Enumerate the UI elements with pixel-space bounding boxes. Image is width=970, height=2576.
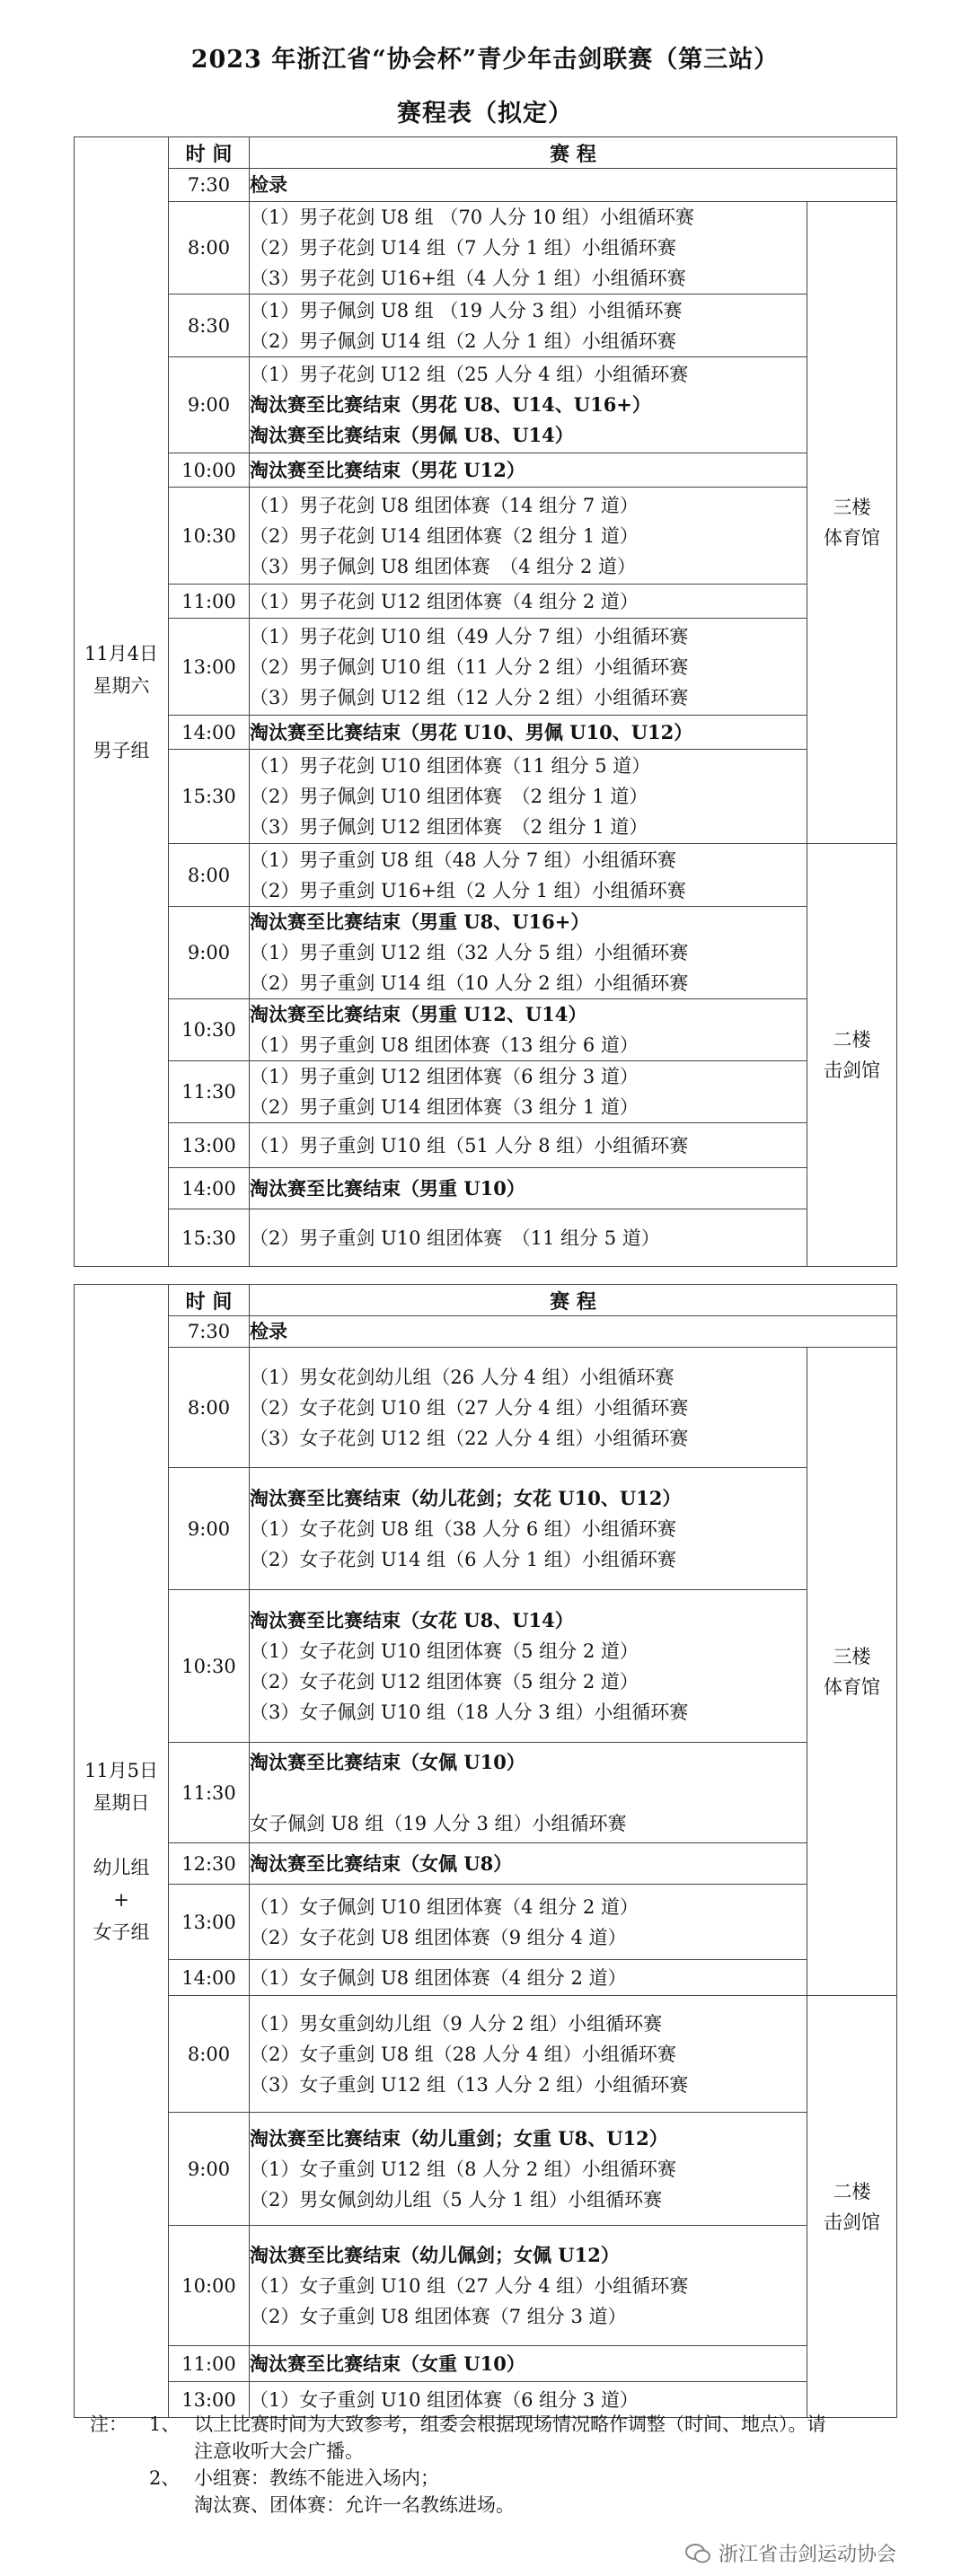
table-row bbox=[75, 202, 897, 295]
time-header: 时 间 bbox=[169, 1285, 250, 1316]
event-line: （3）男子佩剑 U12 组（12 人分 2 组）小组循环赛 bbox=[250, 686, 689, 708]
event-line: （1）女子花剑 U8 组（38 人分 6 组）小组循环赛 bbox=[250, 1517, 676, 1540]
time-cell: 14:00 bbox=[169, 716, 250, 750]
table-row bbox=[75, 1468, 897, 1590]
note-number: 1、 bbox=[149, 2413, 181, 2435]
date-line: 幼儿组 bbox=[93, 1856, 150, 1878]
venue-cell bbox=[807, 1348, 897, 1996]
event-cell bbox=[250, 488, 807, 585]
time-cell: 8:00 bbox=[169, 1348, 250, 1468]
event-line: 淘汰赛至比赛结束（幼儿佩剑；女佩 U12） bbox=[250, 2243, 620, 2266]
note-line: 注意收听大会广播。 bbox=[194, 2440, 364, 2462]
time-cell: 15:30 bbox=[169, 750, 250, 844]
time-cell: 8:00 bbox=[169, 1996, 250, 2113]
table-header-row bbox=[75, 1285, 897, 1316]
event-line: （2）女子重剑 U8 组（28 人分 4 组）小组循环赛 bbox=[250, 2043, 676, 2065]
time-cell: 11:30 bbox=[169, 1743, 250, 1843]
event-line: （1）男女重剑幼儿组（9 人分 2 组）小组循环赛 bbox=[250, 2012, 663, 2035]
time-cell: 11:00 bbox=[169, 585, 250, 619]
event-line: （2）女子花剑 U8 组团体赛（9 组分 4 道） bbox=[250, 1926, 627, 1948]
time-cell: 8:00 bbox=[169, 202, 250, 295]
date-line: 11月5日 bbox=[84, 1759, 159, 1781]
event-cell bbox=[250, 2346, 807, 2382]
note-line: 小组赛：教练不能进入场内； bbox=[194, 2467, 439, 2489]
date-line: 男子组 bbox=[93, 739, 150, 761]
table-row bbox=[75, 1843, 897, 1885]
note-number: 2、 bbox=[149, 2467, 181, 2489]
event-line: 淘汰赛至比赛结束（男重 U12、U14） bbox=[250, 1003, 587, 1025]
event-line: 淘汰赛至比赛结束（男重 U8、U16+） bbox=[250, 910, 590, 933]
note-line: 淘汰赛、团体赛：允许一名教练进场。 bbox=[194, 2494, 515, 2516]
table-row bbox=[75, 844, 897, 907]
time-cell: 13:00 bbox=[169, 619, 250, 716]
event-cell bbox=[250, 1960, 807, 1996]
event-line: （1）女子佩剑 U8 组团体赛（4 组分 2 道） bbox=[250, 1966, 627, 1989]
event-line: （2）男子花剑 U14 组团体赛（2 组分 1 道） bbox=[250, 524, 639, 547]
event-line: （3）女子佩剑 U10 组（18 人分 3 组）小组循环赛 bbox=[250, 1701, 689, 1723]
time-header: 时 间 bbox=[169, 137, 250, 169]
event-cell bbox=[250, 907, 807, 999]
event-line: （3）女子花剑 U12 组（22 人分 4 组）小组循环赛 bbox=[250, 1427, 689, 1449]
venue-line: 三楼 bbox=[833, 1645, 871, 1667]
event-cell bbox=[250, 750, 807, 844]
event-line: （1）女子花剑 U10 组团体赛（5 组分 2 道） bbox=[250, 1640, 639, 1662]
event-cell bbox=[250, 1468, 807, 1590]
event-cell bbox=[250, 1590, 807, 1743]
date-line: 11月4日 bbox=[84, 642, 159, 664]
event-line: （2）男子佩剑 U10 组团体赛 （2 组分 1 道） bbox=[250, 786, 648, 807]
time-cell: 8:30 bbox=[169, 295, 250, 357]
time-cell: 9:00 bbox=[169, 357, 250, 453]
event-line: 淘汰赛至比赛结束（男花 U10、男佩 U10、U12） bbox=[250, 720, 693, 743]
event-line: （1）女子重剑 U10 组团体赛（6 组分 3 道） bbox=[250, 2388, 639, 2411]
event-line: （2）男子佩剑 U14 组（2 人分 1 组）小组循环赛 bbox=[250, 330, 676, 352]
table-row bbox=[75, 488, 897, 585]
venue-cell bbox=[807, 1996, 897, 2418]
event-cell bbox=[250, 585, 807, 619]
event-line: 淘汰赛至比赛结束（男重 U10） bbox=[250, 1176, 525, 1200]
event-line: （2）男子重剑 U16+组（2 人分 1 组）小组循环赛 bbox=[250, 879, 686, 901]
time-cell: 10:30 bbox=[169, 1590, 250, 1743]
venue-line: 二楼 bbox=[833, 1029, 871, 1051]
time-cell: 14:00 bbox=[169, 1960, 250, 1996]
time-cell: 7:30 bbox=[169, 1316, 250, 1348]
time-cell: 10:00 bbox=[169, 2226, 250, 2346]
event-line: （1）男子花剑 U12 组团体赛（4 组分 2 道） bbox=[250, 590, 639, 612]
event-line: （2）男子重剑 U10 组团体赛 （11 组分 5 道） bbox=[250, 1226, 660, 1249]
date-line: 女子组 bbox=[93, 1921, 150, 1943]
event-line: 淘汰赛至比赛结束（幼儿重剑；女重 U8、U12） bbox=[250, 2126, 668, 2150]
event-line: 检录 bbox=[250, 1320, 287, 1342]
event-line: 淘汰赛至比赛结束（女重 U10） bbox=[250, 2352, 525, 2375]
event-line: 淘汰赛至比赛结束（男佩 U8、U14） bbox=[250, 424, 574, 446]
table-row bbox=[75, 2346, 897, 2382]
event-cell bbox=[250, 716, 807, 750]
event-header: 赛 程 bbox=[250, 137, 897, 169]
table-row bbox=[75, 1168, 897, 1209]
watermark-text: 浙江省击剑运动协会 bbox=[719, 2544, 897, 2566]
note-line: 以上比赛时间为大致参考，组委会根据现场情况略作调整（时间、地点）。请 bbox=[194, 2413, 826, 2435]
event-line: （2）女子花剑 U10 组（27 人分 4 组）小组循环赛 bbox=[250, 1396, 689, 1419]
event-cell bbox=[250, 619, 807, 716]
table-row bbox=[75, 1061, 897, 1123]
event-cell bbox=[250, 1996, 807, 2113]
table-row bbox=[75, 1743, 897, 1843]
venue-line: 击剑馆 bbox=[824, 1059, 880, 1081]
time-cell: 7:30 bbox=[169, 169, 250, 202]
time-cell: 11:30 bbox=[169, 1061, 250, 1123]
event-line: （3）男子佩剑 U12 组团体赛 （2 组分 1 道） bbox=[250, 816, 648, 838]
table-row bbox=[75, 619, 897, 716]
date-cell bbox=[75, 1285, 169, 2418]
schedule-table-day2 bbox=[74, 1284, 897, 2418]
event-line: 淘汰赛至比赛结束（男花 U8、U14、U16+） bbox=[250, 393, 651, 416]
table-row bbox=[75, 1348, 897, 1468]
event-line: （1）男子重剑 U8 组团体赛（13 组分 6 道） bbox=[250, 1034, 639, 1056]
event-line: （1）男子重剑 U12 组（32 人分 5 组）小组循环赛 bbox=[250, 942, 689, 963]
table-row bbox=[75, 1996, 897, 2113]
event-line bbox=[250, 1778, 807, 1808]
event-line: 淘汰赛至比赛结束（幼儿花剑；女花 U10、U12） bbox=[250, 1486, 682, 1509]
event-cell bbox=[250, 357, 807, 453]
event-line: （1）男女花剑幼儿组（26 人分 4 组）小组循环赛 bbox=[250, 1366, 675, 1388]
event-cell bbox=[250, 1209, 807, 1267]
event-line: 淘汰赛至比赛结束（女佩 U8） bbox=[250, 1851, 513, 1875]
date-line bbox=[75, 702, 168, 734]
table-row bbox=[75, 907, 897, 999]
event-line: （1）男子重剑 U10 组（51 人分 8 组）小组循环赛 bbox=[250, 1134, 689, 1156]
date-line: 星期日 bbox=[93, 1791, 150, 1814]
time-cell: 15:30 bbox=[169, 1209, 250, 1267]
event-cell bbox=[250, 1743, 807, 1843]
event-cell bbox=[250, 202, 807, 295]
event-cell bbox=[250, 1168, 807, 1209]
schedule-table-day1 bbox=[74, 136, 897, 1267]
event-line: 淘汰赛至比赛结束（男花 U12） bbox=[250, 458, 525, 481]
event-line: （2）女子重剑 U8 组团体赛（7 组分 3 道） bbox=[250, 2305, 627, 2327]
event-cell bbox=[250, 2113, 807, 2226]
venue-line: 二楼 bbox=[833, 2180, 871, 2202]
event-line: （1）女子重剑 U10 组（27 人分 4 组）小组循环赛 bbox=[250, 2274, 689, 2297]
table-row bbox=[75, 1123, 897, 1168]
page-title: 2023 年浙江省“协会杯”青少年击剑联赛（第三站） bbox=[190, 46, 780, 74]
venue-cell bbox=[807, 844, 897, 1267]
event-cell bbox=[250, 1123, 807, 1168]
event-cell bbox=[250, 295, 807, 357]
notes-section bbox=[90, 2411, 898, 2519]
event-line: （1）男子花剑 U8 组 （70 人分 10 组）小组循环赛 bbox=[250, 207, 694, 228]
time-cell: 13:00 bbox=[169, 2382, 250, 2418]
date-line bbox=[75, 1819, 168, 1851]
table-row bbox=[75, 2113, 897, 2226]
table-row bbox=[75, 1316, 897, 1348]
table-row bbox=[75, 1590, 897, 1743]
event-cell bbox=[250, 1316, 897, 1348]
table-row bbox=[75, 1209, 897, 1267]
event-cell bbox=[250, 1061, 807, 1123]
event-header: 赛 程 bbox=[250, 1285, 897, 1316]
time-cell: 8:00 bbox=[169, 844, 250, 907]
table-row bbox=[75, 357, 897, 453]
table-row bbox=[75, 2226, 897, 2346]
event-line: （1）男子重剑 U12 组团体赛（6 组分 3 道） bbox=[250, 1066, 639, 1087]
venue-line: 三楼 bbox=[833, 497, 871, 518]
event-line: 检录 bbox=[250, 173, 287, 196]
venue-cell bbox=[807, 202, 897, 844]
event-line: （1）男子花剑 U10 组团体赛（11 组分 5 道） bbox=[250, 755, 651, 777]
event-line: （2）男子重剑 U14 组团体赛（3 组分 1 道） bbox=[250, 1096, 639, 1118]
table-row bbox=[75, 295, 897, 357]
table-header-row bbox=[75, 137, 897, 169]
event-line: （3）男子佩剑 U8 组团体赛 （4 组分 2 道） bbox=[250, 555, 637, 577]
event-cell bbox=[250, 453, 807, 488]
event-cell bbox=[250, 169, 897, 202]
event-line: （2）男女佩剑幼儿组（5 人分 1 组）小组循环赛 bbox=[250, 2188, 663, 2211]
event-line: （1）男子花剑 U12 组（25 人分 4 组）小组循环赛 bbox=[250, 364, 689, 385]
event-line: 淘汰赛至比赛结束（女花 U8、U14） bbox=[250, 1608, 574, 1631]
event-line: 淘汰赛至比赛结束（女佩 U10） bbox=[250, 1750, 525, 1773]
event-line: （3）女子重剑 U12 组（13 人分 2 组）小组循环赛 bbox=[250, 2073, 689, 2096]
event-line: （1）男子花剑 U8 组团体赛（14 组分 7 道） bbox=[250, 494, 639, 516]
table-row bbox=[75, 999, 897, 1061]
time-cell: 12:30 bbox=[169, 1843, 250, 1885]
notes-label: 注： bbox=[90, 2413, 128, 2435]
table-row bbox=[75, 750, 897, 844]
event-cell bbox=[250, 1885, 807, 1960]
event-line: （2）男子花剑 U14 组（7 人分 1 组）小组循环赛 bbox=[250, 237, 676, 259]
wechat-icon bbox=[684, 2543, 711, 2564]
time-cell: 10:30 bbox=[169, 488, 250, 585]
date-line: + bbox=[113, 1888, 129, 1911]
event-line: （2）男子佩剑 U10 组（11 人分 2 组）小组循环赛 bbox=[250, 655, 689, 678]
table-row bbox=[75, 716, 897, 750]
event-line: （1）男子佩剑 U8 组 （19 人分 3 组）小组循环赛 bbox=[250, 299, 683, 321]
event-line: （2）女子花剑 U14 组（6 人分 1 组）小组循环赛 bbox=[250, 1548, 676, 1570]
event-line: 女子佩剑 U8 组（19 人分 3 组）小组循环赛 bbox=[250, 1812, 627, 1834]
event-line: （1）女子重剑 U12 组（8 人分 2 组）小组循环赛 bbox=[250, 2158, 676, 2180]
event-cell bbox=[250, 844, 807, 907]
event-line: （2）男子重剑 U14 组（10 人分 2 组）小组循环赛 bbox=[250, 972, 689, 994]
time-cell: 13:00 bbox=[169, 1885, 250, 1960]
time-cell: 9:00 bbox=[169, 907, 250, 999]
table-row bbox=[75, 585, 897, 619]
event-cell bbox=[250, 1348, 807, 1468]
venue-line: 体育馆 bbox=[824, 527, 880, 549]
watermark bbox=[684, 2539, 896, 2567]
time-cell: 14:00 bbox=[169, 1168, 250, 1209]
table-row bbox=[75, 1885, 897, 1960]
page-subtitle: 赛程表（拟定） bbox=[397, 100, 573, 127]
venue-line: 体育馆 bbox=[824, 1675, 880, 1698]
time-cell: 11:00 bbox=[169, 2346, 250, 2382]
time-cell: 9:00 bbox=[169, 1468, 250, 1590]
table-row bbox=[75, 453, 897, 488]
table-row bbox=[75, 1960, 897, 1996]
event-cell bbox=[250, 2226, 807, 2346]
venue-line: 击剑馆 bbox=[824, 2211, 880, 2233]
time-cell: 13:00 bbox=[169, 1123, 250, 1168]
date-line: 星期六 bbox=[93, 674, 150, 697]
event-line: （1）男子花剑 U10 组（49 人分 7 组）小组循环赛 bbox=[250, 625, 689, 647]
time-cell: 9:00 bbox=[169, 2113, 250, 2226]
time-cell: 10:30 bbox=[169, 999, 250, 1061]
event-cell bbox=[250, 999, 807, 1061]
event-line: （1）男子重剑 U8 组（48 人分 7 组）小组循环赛 bbox=[250, 848, 676, 871]
event-line: （2）女子花剑 U12 组团体赛（5 组分 2 道） bbox=[250, 1670, 639, 1692]
event-line: （3）男子花剑 U16+组（4 人分 1 组）小组循环赛 bbox=[250, 268, 686, 289]
date-cell bbox=[75, 137, 169, 1267]
time-cell: 10:00 bbox=[169, 453, 250, 488]
event-cell bbox=[250, 1843, 807, 1885]
table-row bbox=[75, 169, 897, 202]
event-line: （1）女子佩剑 U10 组团体赛（4 组分 2 道） bbox=[250, 1895, 639, 1918]
